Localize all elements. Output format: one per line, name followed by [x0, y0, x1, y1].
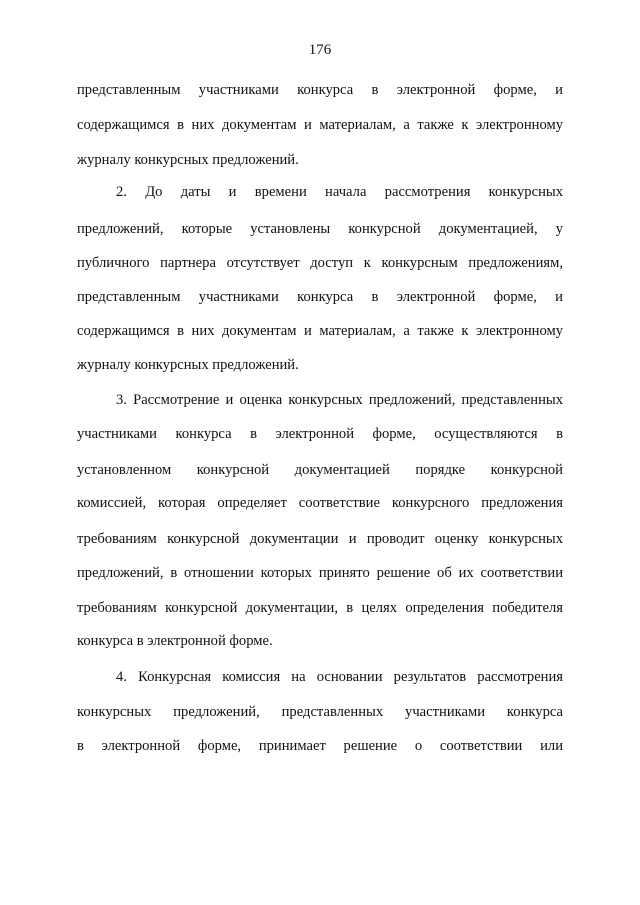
- text-line: 3. Рассмотрение и оценка конкурсных предложений, представленных: [116, 392, 563, 408]
- text-line: журналу конкурсных предложений.: [77, 152, 299, 168]
- text-line: конкурса в электронной форме.: [77, 633, 273, 649]
- text-line: участниками конкурса в электронной форме, осуществляются в: [77, 426, 563, 442]
- text-line: публичного партнера отсутствует доступ к конкурсным предложениям,: [77, 255, 563, 271]
- text-line: конкурсных предложений, представленных участниками конкурса: [77, 704, 563, 720]
- text-line: требованиям конкурсной документации и проводит оценку конкурсных: [77, 531, 563, 547]
- page-number: 176: [308, 42, 332, 58]
- text-line: 4. Конкурсная комиссия на основании результатов рассмотрения: [116, 669, 563, 685]
- text-line: предложений, которые установлены конкурсной документацией, у: [77, 221, 563, 237]
- text-line: журналу конкурсных предложений.: [77, 357, 299, 373]
- text-line: содержащимся в них документам и материалам, а также к электронному: [77, 117, 563, 133]
- text-line: 2. До даты и времени начала рассмотрения конкурсных: [116, 184, 563, 200]
- text-line: представленным участниками конкурса в электронной форме, и: [77, 289, 563, 305]
- text-line: требованиям конкурсной документации, в целях определения победителя: [77, 600, 563, 616]
- text-line: содержащимся в них документам и материалам, а также к электронному: [77, 323, 563, 339]
- text-line: установленном конкурсной документацией порядке конкурсной: [77, 462, 563, 478]
- text-line: в электронной форме, принимает решение о соответствии или: [77, 738, 563, 754]
- text-line: комиссией, которая определяет соответствие конкурсного предложения: [77, 495, 563, 511]
- text-line: представленным участниками конкурса в электронной форме, и: [77, 82, 563, 98]
- text-line: предложений, в отношении которых принято решение об их соответствии: [77, 565, 563, 581]
